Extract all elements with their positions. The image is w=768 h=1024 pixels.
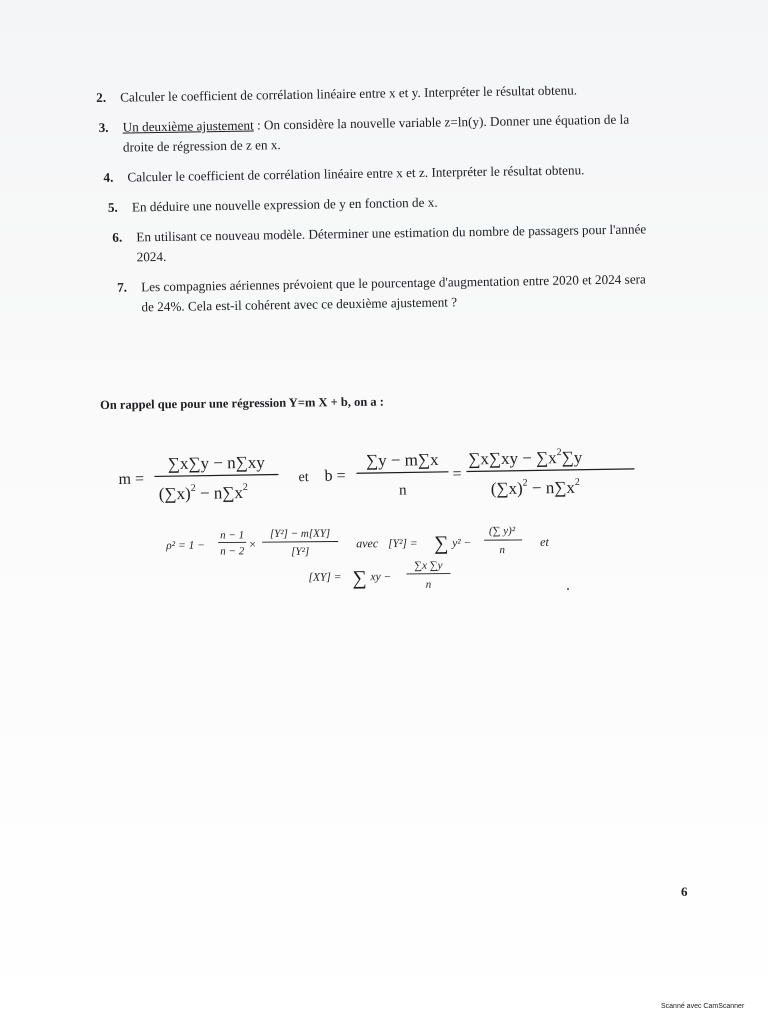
xy-frac-den: n xyxy=(425,578,432,591)
b2-fraction-bar xyxy=(466,469,634,472)
b2-den-exp: 2 xyxy=(522,477,528,489)
rho-lhs: ρ² = 1 − xyxy=(166,539,206,552)
b-lhs: b = xyxy=(324,467,346,485)
scanner-watermark: Scanné avec CamScanner xyxy=(661,1003,745,1010)
b2-num-exp: 2 xyxy=(556,447,562,459)
item-7 xyxy=(117,269,648,317)
item-5 xyxy=(108,189,646,217)
item-text: En utilisant ce nouveau modèle. Déterminer une estimation du nombre de passagers pour l'année 2024. xyxy=(136,221,647,265)
b2-den-paren: (∑x) xyxy=(490,478,523,499)
b-fraction-bar xyxy=(356,472,448,473)
item-number: 3. xyxy=(98,119,109,135)
correlation-formulas xyxy=(166,522,607,598)
exercise-items xyxy=(96,79,648,328)
b-equals: = xyxy=(452,465,462,483)
rho2-num: [Y²] − m[XY] xyxy=(269,527,331,541)
b2-den-rest: − n∑x xyxy=(527,477,576,498)
b2-num-a: ∑x∑xy − ∑x xyxy=(468,448,557,469)
item-number: 2. xyxy=(96,89,107,105)
b-denominator: n xyxy=(398,482,407,499)
regression-recall-heading: On rappel que pour une régression Y=m X + b, on a : xyxy=(100,394,384,412)
page-number: 6 xyxy=(681,884,688,899)
xy-term: xy − xyxy=(370,571,392,584)
item-underlined-lead: Un deuxième ajustement xyxy=(122,117,254,135)
xy-frac-num: ∑x ∑y xyxy=(414,559,443,572)
b2-num-b: ∑y xyxy=(561,447,583,468)
y2-lhs: [Y²] = xyxy=(388,537,418,551)
item-2 xyxy=(96,79,644,108)
m-fraction-bar xyxy=(155,474,279,476)
item-text: Les compagnies aériennes prévoient que le pourcentage d'augmentation entre 2020 et 2024 sera de 24%. Cela est-il cohérent avec ce deuxième ajustement ? xyxy=(141,271,646,315)
rho-frac-den: n − 2 xyxy=(220,545,245,558)
rho-frac-num: n − 1 xyxy=(220,529,245,542)
speck xyxy=(567,588,569,590)
et-word-2: et xyxy=(540,534,549,549)
item-3 xyxy=(98,109,645,158)
rho2-den: [Y²] xyxy=(291,545,310,558)
rho2-frac-bar xyxy=(262,541,338,542)
et-word: et xyxy=(298,470,309,486)
item-6 xyxy=(112,219,647,267)
item-text: Calculer le coefficient de corrélation linéaire entre x et y. Interpréter le résultat obtenu. xyxy=(120,82,578,105)
m-den-exp: 2 xyxy=(190,482,196,494)
item-text: : On considère la nouvelle variable z=ln(y). Donner une équation de la droite de régression de z en x. xyxy=(122,111,630,155)
xy-sum-symbol: ∑ xyxy=(352,567,367,590)
item-number: 6. xyxy=(112,229,123,245)
item-4 xyxy=(103,159,645,188)
item-text: Calculer le coefficient de corrélation linéaire entre x et z. Interpréter le résultat obtenu. xyxy=(127,162,585,185)
b2-den-rest-exp: 2 xyxy=(574,476,580,488)
slope-intercept-formulas xyxy=(118,436,639,514)
m-den-rest: − n∑x xyxy=(195,483,244,503)
y2-term: y² − xyxy=(452,537,472,550)
b-numerator: ∑y − m∑x xyxy=(365,449,439,471)
y2-sum-symbol: ∑ xyxy=(434,532,449,555)
item-text: En déduire une nouvelle expression de y en fonction de x. xyxy=(131,194,438,215)
y2-frac-den: n xyxy=(499,544,506,557)
m-den-rest-exp: 2 xyxy=(242,481,248,494)
m-numerator: ∑x∑y − n∑xy xyxy=(167,452,265,474)
item-number: 4. xyxy=(103,169,114,185)
item-number: 7. xyxy=(117,279,128,295)
item-number: 5. xyxy=(107,199,118,215)
m-den-paren: (∑x) xyxy=(158,483,191,504)
xy-lhs: [XY] = xyxy=(308,571,342,584)
y2-frac-num: (∑ y)² xyxy=(488,524,516,538)
m-denominator xyxy=(159,482,248,503)
times-sign: × xyxy=(249,537,257,552)
b2-numerator xyxy=(468,447,583,469)
avec-word: avec xyxy=(356,536,379,551)
b2-denominator xyxy=(491,477,580,498)
m-lhs: m = xyxy=(118,470,145,488)
